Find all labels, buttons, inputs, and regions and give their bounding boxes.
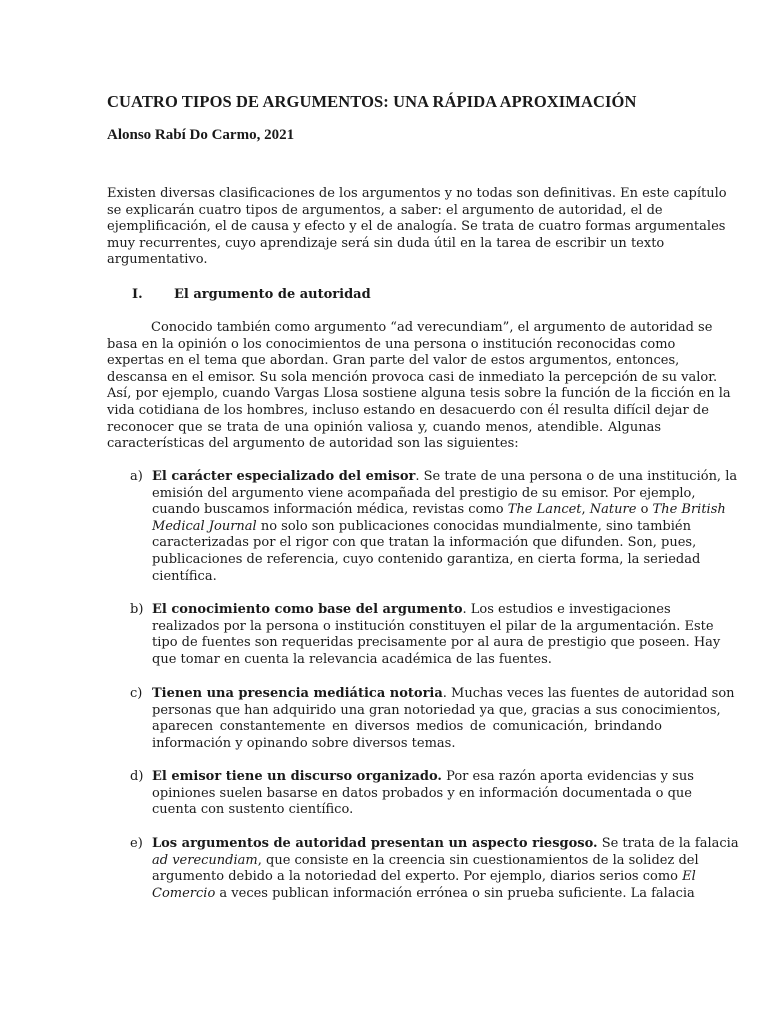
list-line: información y opinando sobre diversos temas. bbox=[152, 735, 456, 751]
journal-name: Medical Journal bbox=[152, 518, 257, 534]
list-text: argumento debido a la notoriedad del experto. Por ejemplo, diarios serios como bbox=[152, 869, 683, 885]
list-marker: e) bbox=[130, 836, 143, 851]
list-text: . Muchas veces las fuentes de autoridad son bbox=[442, 686, 735, 701]
list-item-lead: El emisor tiene un discurso organizado. bbox=[152, 769, 442, 784]
section-paragraph bbox=[107, 320, 731, 453]
journal-name: Nature bbox=[589, 502, 637, 518]
list-item-lead: Tienen una presencia mediática notoria bbox=[152, 686, 443, 701]
list-item-lead: El carácter especializado del emisor bbox=[152, 469, 416, 484]
list-line bbox=[152, 836, 739, 853]
section-paragraph-line: vida cotidiana de los hombres, incluso estando en desacuerdo con él resulta difícil dejar de bbox=[107, 402, 709, 418]
document-author: Alonso Rabí Do Carmo, 2021 bbox=[107, 127, 295, 143]
journal-name: The British bbox=[652, 502, 726, 518]
list-marker: a) bbox=[130, 469, 143, 484]
list-marker: c) bbox=[130, 686, 143, 701]
list-line: caracterizadas por el rigor con que tratan la información que difunden. Son, pues, bbox=[152, 535, 697, 551]
section-paragraph-line: basa en la opinión o los conocimientos de una persona o institución reconocidas como bbox=[107, 336, 676, 352]
section-heading bbox=[132, 287, 371, 302]
list-item-body bbox=[152, 469, 738, 585]
list-line: realizados por la persona o institución constituyen el pilar de la argumentación. Este bbox=[152, 618, 714, 634]
list-line: emisión del argumento viene acompañada del prestigio de su emisor. Por ejemplo, bbox=[152, 485, 696, 501]
section-paragraph-line: Así, por ejemplo, cuando Vargas Llosa sostiene alguna tesis sobre la función de la ficción en la bbox=[107, 386, 731, 402]
section-paragraph-line: reconocer que se trata de una opinión valiosa y, cuando menos, atendible. Algunas bbox=[107, 419, 661, 435]
section-title: El argumento de autoridad bbox=[174, 287, 371, 302]
list-text: cuando buscamos información médica, revistas como bbox=[152, 502, 508, 518]
list-item-lead: El conocimiento como base del argumento bbox=[152, 602, 463, 617]
list-item-lead: Los argumentos de autoridad presentan un aspecto riesgoso. bbox=[152, 836, 598, 851]
list-item-body bbox=[152, 836, 739, 902]
list-line: cuenta con sustento científico. bbox=[152, 802, 354, 818]
list-text: . Los estudios e investigaciones bbox=[462, 602, 671, 617]
section-paragraph-line: descansa en el emisor. Su sola mención provoca casi de inmediato la percepción de su valor. bbox=[107, 369, 718, 385]
list-text: a veces publican información errónea o sin prueba suficiente. La falacia bbox=[215, 885, 695, 901]
intro-line: muy recurrentes, cuyo aprendizaje será sin duda útil en la tarea de escribir un texto bbox=[107, 235, 665, 251]
list-item-body bbox=[152, 602, 721, 668]
list-item-body bbox=[152, 769, 694, 819]
list-line: opiniones suelen basarse en datos probados y en información documentada o que bbox=[152, 785, 692, 801]
list-text: no solo son publicaciones conocidas mundialmente, sino también bbox=[256, 518, 691, 534]
newspaper-name: Comercio bbox=[152, 885, 216, 901]
list-marker: b) bbox=[130, 602, 144, 617]
intro-paragraph bbox=[107, 186, 727, 269]
list-line: que tomar en cuenta la relevancia académica de las fuentes. bbox=[152, 651, 552, 667]
list-line bbox=[152, 502, 726, 519]
list-line bbox=[152, 852, 699, 870]
intro-line: ejemplificación, el de causa y efecto y el de analogía. Se trata de cuatro formas argumentales bbox=[107, 219, 726, 235]
intro-line: argumentativo. bbox=[107, 252, 208, 268]
list-line: aparecen constantemente en diversos medios de comunicación, brindando bbox=[152, 719, 662, 735]
list-marker: d) bbox=[130, 769, 144, 784]
list-line bbox=[152, 518, 691, 536]
document-title: CUATRO TIPOS DE ARGUMENTOS: UNA RÁPIDA APROXIMACIÓN bbox=[107, 92, 637, 111]
intro-line: se explicarán cuatro tipos de argumentos, a saber: el argumento de autoridad, el de bbox=[107, 202, 663, 218]
list-line bbox=[152, 602, 671, 619]
section-paragraph-line: características del argumento de autoridad son las siguientes: bbox=[107, 436, 519, 452]
list-text: Se trata de la falacia bbox=[597, 836, 739, 851]
section-number: I. bbox=[132, 287, 143, 302]
list-line: publicaciones de referencia, cuyo contenido garantiza, en cierta forma, la seriedad bbox=[152, 551, 701, 567]
list-text: , bbox=[581, 502, 590, 518]
list-text: Por esa razón aporta evidencias y sus bbox=[441, 769, 694, 784]
list-line bbox=[152, 686, 735, 703]
section-paragraph-line: expertas en el tema que abordan. Gran parte del valor de estos argumentos, entonces, bbox=[107, 353, 680, 369]
list-item-body bbox=[152, 686, 735, 752]
newspaper-name: El bbox=[682, 869, 696, 885]
list-line bbox=[152, 769, 694, 786]
list-text: . Se trate de una persona o de una institución, la bbox=[415, 469, 738, 484]
intro-line: Existen diversas clasificaciones de los argumentos y no todas son definitivas. En este capítulo bbox=[107, 186, 727, 201]
list-line: personas que han adquirido una gran notoriedad ya que, gracias a sus conocimientos, bbox=[152, 702, 721, 718]
section-paragraph-line: Conocido también como argumento “ad verecundiam”, el argumento de autoridad se bbox=[151, 320, 713, 335]
list-line bbox=[152, 869, 696, 886]
journal-name: The Lancet bbox=[507, 502, 582, 518]
list-line: científica. bbox=[152, 568, 217, 584]
list-line bbox=[152, 885, 695, 903]
list-line: tipo de fuentes son requeridas precisamente por al aura de prestigio que poseen. Hay bbox=[152, 635, 721, 651]
list-text: o bbox=[636, 502, 653, 518]
list-text: , que consiste en la creencia sin cuestionamientos de la solidez del bbox=[257, 852, 699, 868]
latin-term: ad verecundiam bbox=[152, 852, 258, 868]
list-line bbox=[152, 469, 738, 486]
